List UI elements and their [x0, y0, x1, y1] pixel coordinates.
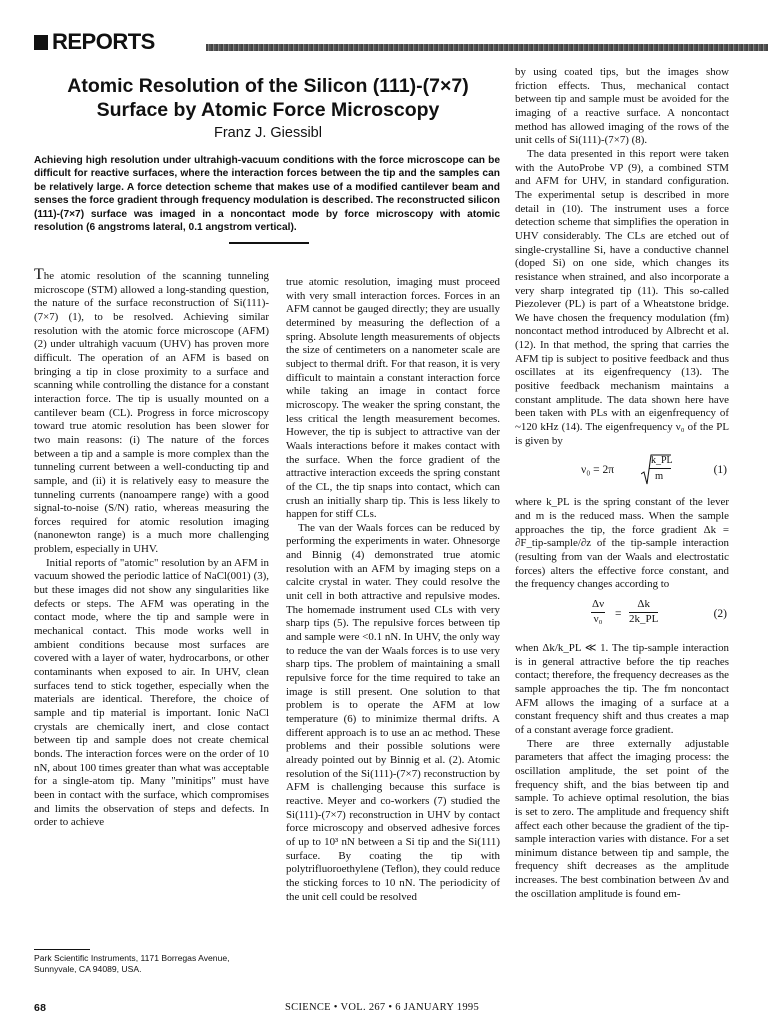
page-number: 68 — [34, 1002, 47, 1014]
equation-2-left-numerator: Δν — [591, 598, 605, 613]
equation-1-numerator: k_PL — [651, 455, 673, 467]
equation-2-right-denominator: 2k_PL — [629, 612, 659, 625]
col3-paragraph-3: where k_PL is the spring constant of the lever and m is the reduced mass. When the sample approaches the tip, the force gradient Δk = ∂F_tip-sample/∂z of the tip-sample interaction (resulting from van der Waals and electrostatic forces) alters the effective force constant, and the frequency changes according to — [515, 496, 729, 591]
equation-2-right-numerator: Δk — [629, 598, 658, 613]
section-marker — [34, 35, 48, 50]
equation-2 — [515, 596, 729, 638]
initial-letter: T — [34, 266, 44, 283]
journal-citation: SCIENCE • VOL. 267 • 6 JANUARY 1995 — [285, 1002, 480, 1013]
col2-paragraph-2: The van der Waals forces can be reduced by performing the experiments in water. Ohnesorge and Binnig (4) demonstrated true atomic resolution with an AFM by imaging steps on a calcite crystal in water. They could resolve the unit cell in both attractive and repulsive modes. The homemade instrument used CLs with very sharp tips (5). The repulsive forces between tip and sample were <0.1 nN. In UHV, the only way to reduce the van der Waals forces is to use very sharp tips. The problem of maintaining a small repulsive force for the time required to take an image is still present. One solution to that problem is to operate the AFM at low temperature (6) to minimize thermal drifts. A different approach is to use an ac method. These problems and their possible solutions were already pointed out by Binnig et al. (2). Atomic resolution of the Si(111)-(7×7) reconstruction by AFM is challenging because this surface is reactive. Meyer and co-workers (7) studied the Si(111)-(7×7) reconstruction in UHV by contact force microscopy and observed adhesive forces of up to 10³ nN between a Si tip and the Si(111) surface. By coating the tip with polytrifluoroethylene (Teflon), they could reduce the sticking forces to 10 nN. The periodicity of the unit cell could be resolved — [286, 521, 500, 903]
equation-2-equals: = — [615, 607, 622, 620]
col1-paragraph-2: Initial reports of "atomic" resolution by an AFM in vacuum showed the periodic lattice of NaCl(001) (3), but these images did not show any singularities like defects or steps. The AFM was operating in the contact mode, where the tip and sample were in mechanical contact. This mode works well in ambient conditions because most surfaces are covered with a layer of water, hydrocarbons, or other contaminants when exposed to air. In UHV, clean surfaces tend to stick together, especially when the materials are identical. Therefore, the choice of sample and tip material is important. Ionic NaCl crystals are chemically inert, and close contact between tip and sample does not create chemical bonds. The interaction forces were on the order of 10 nN, about 100 times greater than what was acceptable for a single-atom tip. Many "minitips" must have been in contact with the surface, which compromises and limits the observation of steps and defects. In order to achieve — [34, 556, 269, 829]
article-title-line1: Atomic Resolution of the Silicon (111)-(7×7) — [67, 75, 469, 97]
header-rule — [206, 44, 768, 51]
equation-1-sqrt — [647, 454, 673, 484]
column-3 — [515, 66, 729, 901]
equation-2-right-fraction — [629, 598, 658, 626]
col2-paragraph-1: true atomic resolution, imaging must proceed with very small interaction forces. Forces in an AFM cannot be gauged directly; they are usually determined by measuring the deflection of a spring. Absolute length measurements of objects the size of centimeters on a nanometer scale are subject to thermal drift. For that reason, it is very difficult to maintain a constant interaction force while taking an image in contact force microscopy. The weaker the spring constant, the less critical the length measurement becomes. However, the tip is subject to attractive van der Waals interactions before it makes contact with the surface. When the force gradient of the attractive interaction exceeds the spring constant of the CL, the tip snaps into contact, which can crush an initially sharp tip. This is less likely to happen for stiff CLs. — [286, 276, 500, 521]
column-1 — [34, 266, 269, 830]
download-notice — [742, 330, 756, 680]
col3-paragraph-1: by using coated tips, but the images show friction effects. Thus, mechanical contact between tip and sample must be avoided for the imaging of a reactive surface. A noncontact method has allowed imaging of the rows of the unit cells of Si(111)-(7×7) (8). — [515, 66, 729, 147]
article-title-line2: Surface by Atomic Force Microscopy — [96, 99, 440, 121]
equation-1-denominator: m — [655, 471, 664, 483]
equation-1-number: (1) — [713, 464, 727, 477]
equation-1-lhs: ν₀ = 2π — [581, 464, 615, 477]
author-affiliation: Park Scientific Instruments, 1171 Borregas Avenue, Sunnyvale, CA 94089, USA. — [34, 953, 230, 974]
article-author: Franz J. Giessibl — [214, 125, 322, 141]
article-title — [38, 74, 498, 122]
abstract-rule — [229, 242, 309, 244]
col3-paragraph-2: The data presented in this report were taken with the AutoProbe VP (9), a combined STM and AFM for UHV, in standard configuration. The experimental setup is described in more detail in (10). The instrument uses a force detection scheme that simplifies the operation in UHV considerably. The CLs are etched out of single-crystalline Si, have a conductive channel (doped Si) on one side, which changes its resistance when strained, and also incorporate a very sharp integrated tip (11). This so-called Piezolever (PL) is part of a Wheatstone bridge. We have chosen the frequency modulation (fm) noncontact method introduced by Albrecht et al. (12). In that method, the spring that carries the AFM tip is subject to positive feedback and thus oscillates at its eigenfrequency (13). The positive feedback mechanism maintains a constant amplitude. The data shown here have been taken with PLs with an eigenfrequency of ~120 kHz (14). The eigenfrequency ν₀ of the PL is given by — [515, 147, 729, 447]
equation-1-fraction-bar — [649, 468, 671, 469]
section-title: REPORTS — [52, 29, 155, 54]
equation-2-number: (2) — [713, 607, 727, 620]
col1-paragraph-1-text: he atomic resolution of the scanning tunneling microscope (STM) allowed a long-standing question, the nature of the surface reconstruction of Si(111)-(7×7) (1), to be resolved. Achieving similar resolution with the atomic force microscope (AFM) (2) under ultrahigh vacuum (UHV) has proven more difficult. The operation of an AFM is based on bringing a tip in close proximity to a surface and scanning while controlling the distance for a constant interaction force. The tip is usually mounted on a cantilever beam (CL). Progress in force microscopy toward true atomic resolution has been slower for two main reasons: (i) The nature of the forces between a tip and a sample is more complex than the tunneling current between a well-conducting tip and sample, and (ii) it is relatively easy to measure the tunneling currents (nanoampere range) with a good signal-to-noise (S/N) ratio, whereas measuring the forces required for atomic resolution imaging (nanonewton range) is a much more challenging problem, especially in UHV. — [34, 270, 269, 556]
article-abstract: Achieving high resolution under ultrahigh-vacuum conditions with the force microscope can be difficult for reactive surfaces, where the interaction forces between the tip and the samples can be relatively large. A force detection scheme that makes use of a modified cantilever beam and senses the force gradient through frequency modulation is described. The reconstructed silicon (111)-(7×7) surface was imaged in a noncontact mode by force microscopy with atomic resolution (6 angstroms lateral, 0.1 angstrom vertical). — [34, 155, 500, 234]
footnote-rule — [34, 949, 90, 950]
section-header — [34, 30, 754, 56]
equation-1 — [515, 452, 729, 492]
col1-paragraph-1 — [34, 266, 269, 557]
col3-paragraph-5: There are three externally adjustable parameters that affect the imaging process: the oscillation amplitude, the set point of the frequency shift, and the bias between tip and sample. To achieve optimal resolution, the bias is set to zero. The amplitude and frequency shift affect each other because the gradient of the tip-sample interaction varies with distance. For a set minimum distance between tip and sample, the frequency shift decreases as the amplitude increases. The best combination between Δν and the oscillation amplitude is found em- — [515, 737, 729, 900]
col3-paragraph-4: when Δk/k_PL ≪ 1. The tip-sample interaction is in general attractive before the tip reaches contact; therefore, the frequency decreases as the sample approaches the tip. The fm noncontact AFM allows the imaging of a surface at a constant frequency shift and thus creates a map of a constant average force gradient. — [515, 641, 729, 736]
column-2 — [286, 276, 500, 904]
equation-2-left-fraction — [591, 598, 605, 626]
equation-2-left-denominator: ν₀ — [593, 612, 603, 625]
